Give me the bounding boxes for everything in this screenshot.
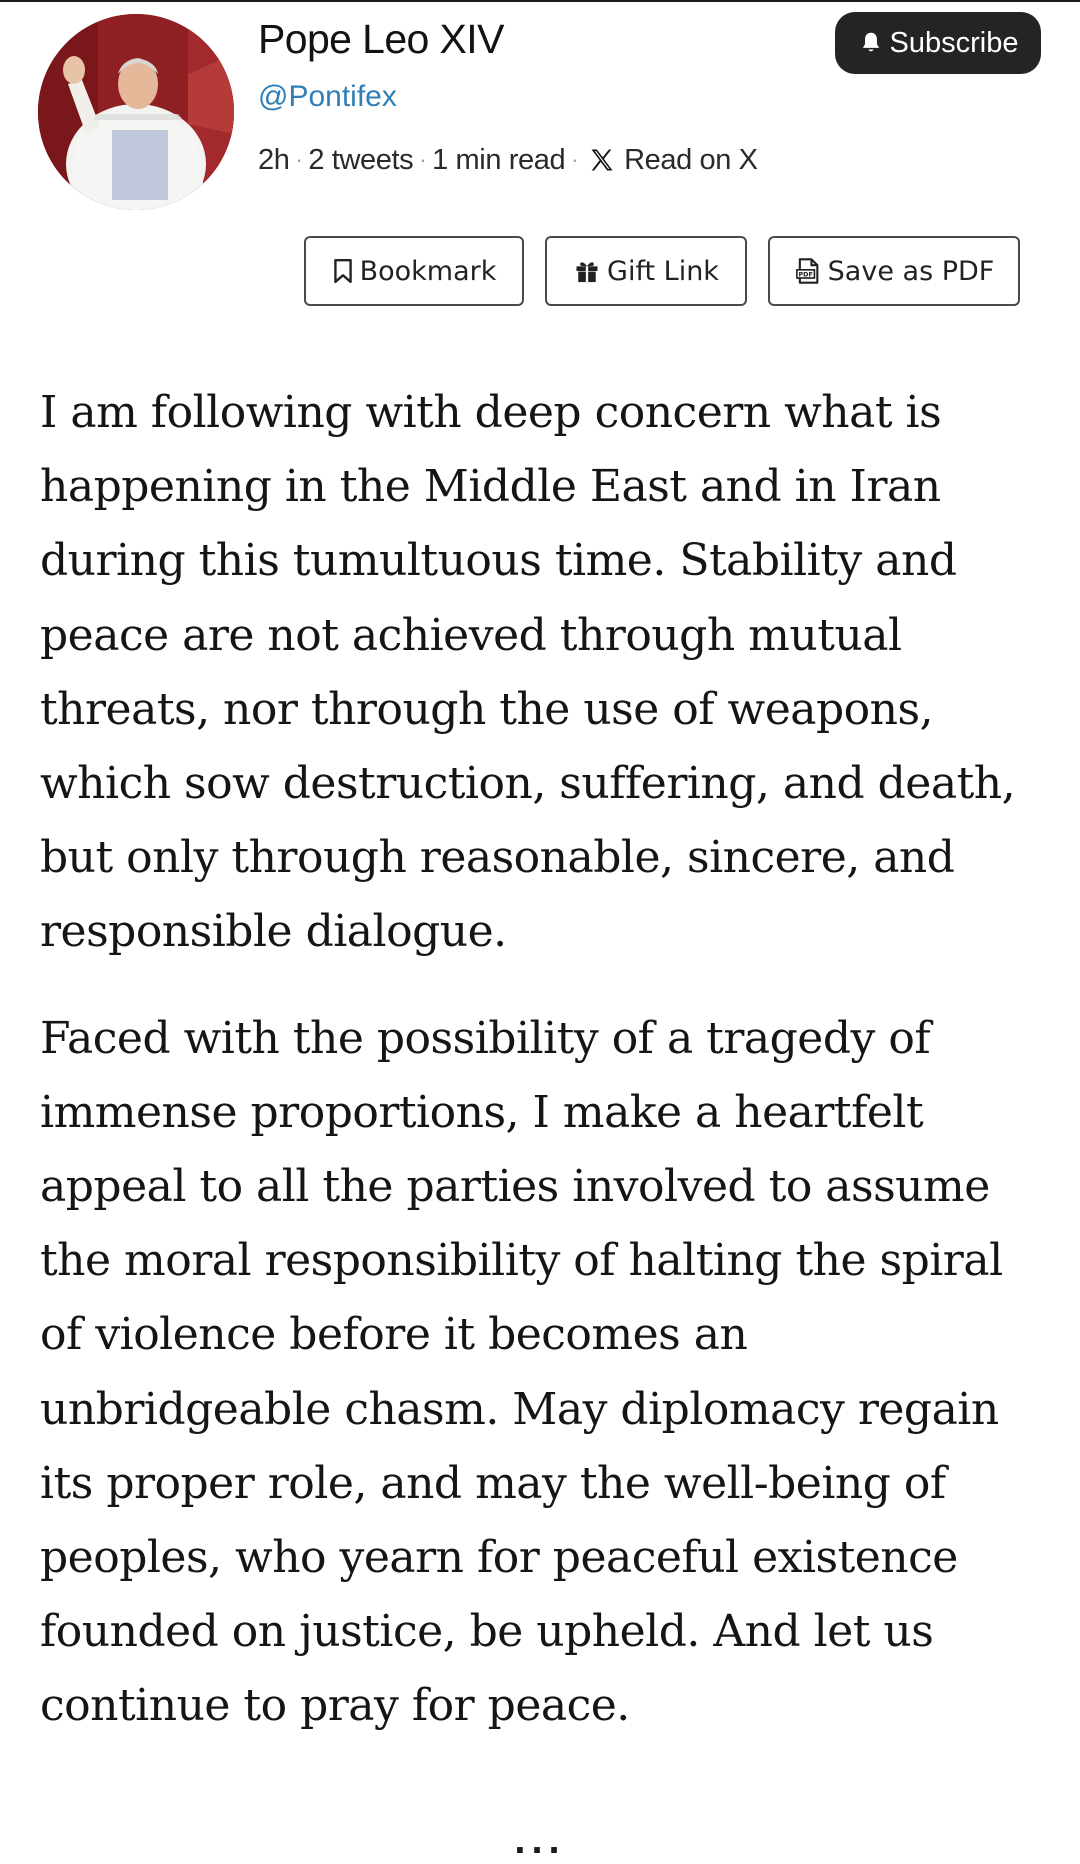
separator-dot: · xyxy=(571,147,579,172)
gift-link-button[interactable] xyxy=(545,236,747,306)
tweet-count: 2 tweets xyxy=(308,143,414,176)
profile-photo xyxy=(38,14,234,210)
read-time: 1 min read xyxy=(432,143,566,176)
subscribe-label: Subscribe xyxy=(889,26,1019,59)
author-avatar[interactable] xyxy=(38,14,234,210)
author-handle[interactable]: @Pontifex xyxy=(258,80,397,113)
read-on-x-label: Read on X xyxy=(624,143,758,176)
article-paragraph: Faced with the possibility of a tragedy of immense proportions, I make a heartfelt appeal to all the parties involved to assume the moral responsibility of halting the spiral of violence before it becomes an unbridgeable chasm. May diplomacy regain its proper role, and may the well-being of peoples, who yearn for peaceful existence founded on justice, be upheld. And let us continue to pray for peace. xyxy=(40,1012,1003,1732)
separator-dot: · xyxy=(419,147,427,172)
gift-link-label: Gift Link xyxy=(607,255,719,287)
bookmark-button[interactable] xyxy=(304,236,524,306)
read-on-x-link[interactable] xyxy=(588,144,757,177)
bookmark-label: Bookmark xyxy=(359,255,497,287)
separator-dot: · xyxy=(295,147,303,172)
more-indicator: ... xyxy=(514,1818,566,1862)
gift-icon xyxy=(573,257,601,285)
author-name[interactable]: Pope Leo XIV xyxy=(258,16,504,62)
subscribe-button[interactable] xyxy=(835,12,1041,74)
time-ago: 2h xyxy=(258,143,290,176)
bell-icon xyxy=(858,30,884,56)
save-as-pdf-label: Save as PDF xyxy=(827,255,995,287)
x-logo-icon xyxy=(588,146,616,174)
pdf-icon xyxy=(794,257,822,285)
article-paragraph: I am following with deep concern what is happening in the Middle East and in Iran during this tumultuous time. Stability and peace are not achieved through mutual threats, nor through the use of weapons, which sow destruction, suffering, and death, but only through reasonable, sincere, and responsible dialogue. xyxy=(40,387,1016,958)
svg-text:PDF: PDF xyxy=(798,270,813,279)
top-divider xyxy=(0,0,1080,2)
save-as-pdf-button[interactable] xyxy=(768,236,1020,306)
article-meta xyxy=(258,140,758,180)
bookmark-icon xyxy=(332,258,354,284)
article-body xyxy=(40,376,1050,1744)
